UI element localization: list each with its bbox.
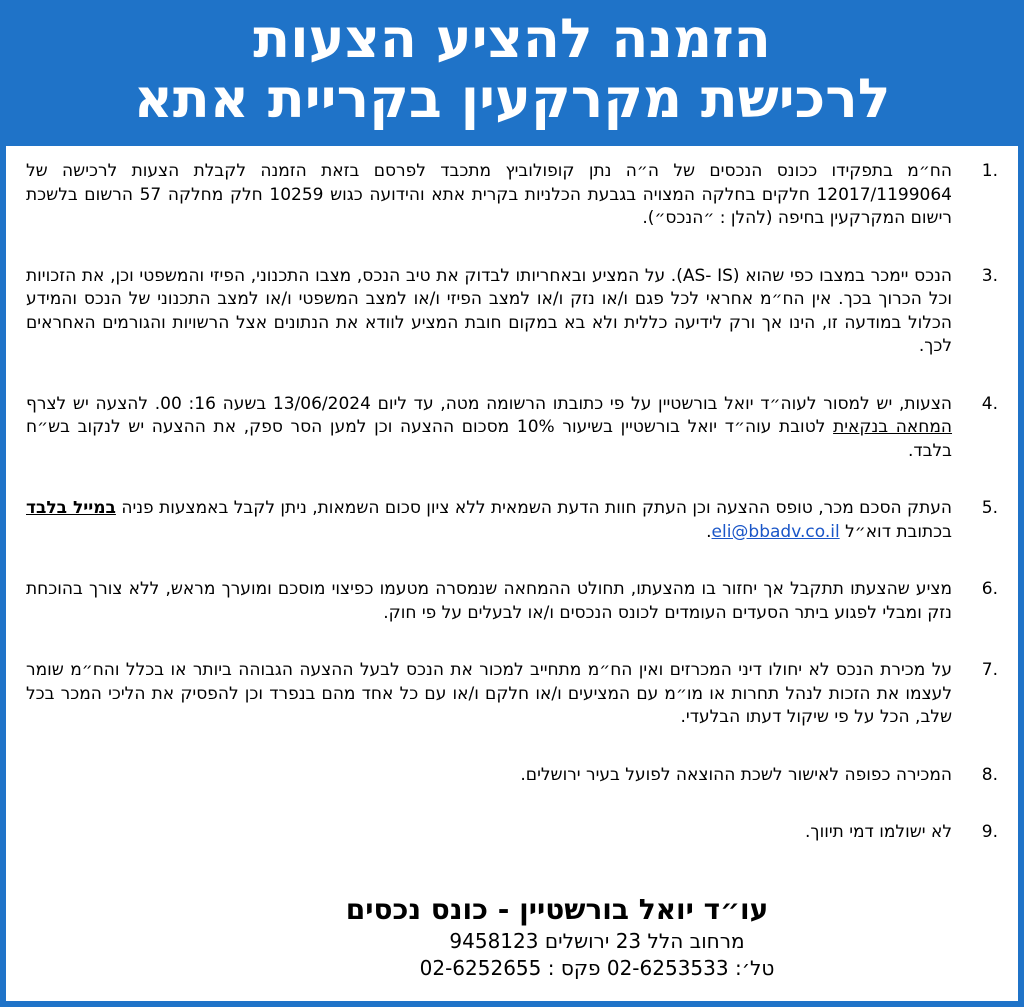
- clause-text: [26, 498, 952, 542]
- clause-text: לא ישולמו דמי תיווך.: [805, 822, 952, 842]
- clause-text: על מכירת הנכס לא יחולו דיני המכרזים ואין הח״מ מתחייב למכור את הנכס לבעל ההצעה הגבוהה ביותר או בכלל והח״מ שומר לעצמו את הזכות לנהל תחרות או מו״מ עם המציעים ו/או חלקם ו/או עם כל אחד מהם בנפרד וכן להפסיק את הליכי המכר בכל שלב, הכל על פי שיקול דעתו הבלעדי.: [26, 660, 952, 727]
- clause-text-part: העתק הסכם מכר, טופס ההצעה וכן העתק חוות הדעת השמאית ללא ציון סכום השמאות, ניתן לקבל באמצעות פניה: [115, 498, 952, 518]
- clause-number: .4: [981, 393, 998, 414]
- clause-text: המכירה כפופה לאישור לשכת ההוצאה לפועל בעיר ירושלים.: [520, 764, 952, 785]
- clause-text-part: בכתובת דוא״ל: [839, 521, 952, 542]
- clause-number: .9: [981, 822, 998, 842]
- clause-text-part: לטובת עוה״ד יואל בורשטיין בשיעור 10% מסכום ההצעה וכן למען הסר ספק, את ההצעה יש לנקוב בש״ח בלבד.: [26, 417, 952, 461]
- clause-6: [26, 578, 998, 625]
- clause-text: מציע שהצעתו תתקבל אך יחזור בו מהצעתו, תחולט ההמחאה שנמסרה מטעמו כפיצוי מוסכם ומוערך מראש, ללא צורך בהוכחת נזק ומבלי לפגוע ביתר הסעדים העומדים לכונס הנכסים ו/או לבעלים על פי חוק.: [26, 579, 952, 623]
- clause-text: הנכס יימכר במצבו כפי שהוא (AS- IS). על המציע ובאחריותו לבדוק את טיב הנכס, מצבו התכנוני, הפיזי והמשפטי וכן, את הזכויות וכל הכרוך בכך. אין הח״מ אחראי לכל פגם ו/או נזק ו/או למצב הפיזי ו/או למצב המשפטי ו/או למצב התכנוני של הנכס והמידע הכלול במודעה זו, הינו אך ורק לידיעה כללית ולא בא במקום חובת המציע לוודא את הנתונים אצל הרשויות והגורמים האחראים לכך.: [26, 265, 953, 356]
- clause-9: [26, 821, 998, 845]
- ad-body: [26, 160, 998, 845]
- header-title-line-2: לרכישת מקרקעין בקריית אתא: [133, 67, 891, 130]
- clause-7: [26, 659, 998, 730]
- clause-text: הח״מ בתפקידו ככונס הנכסים של ה״ה נתן קופולוביץ מתכבד לפרסם בזאת הזמנה לקבלת הצעות לרכישה של 12017/1199064 חלקים בחלקה המצויה בגבעת הכלניות בקרית אתא והידועה כגוש 10259 חלק מחלקה 57 הרשום בלשכת רישום המקרקעין בחיפה (להלן : ״הנכס״).: [26, 161, 952, 228]
- clause-8: [26, 764, 998, 788]
- signature-name: עו״ד יואל בורשטיין - כונס נכסים: [345, 893, 769, 926]
- clause-1: [26, 160, 998, 231]
- clause-number: .3: [981, 265, 998, 286]
- email-only-bold: במייל בלבד: [26, 498, 116, 518]
- clause-3: [26, 265, 998, 359]
- clause-text: [26, 394, 952, 461]
- clause-number: .8: [981, 764, 998, 785]
- clause-number: .6: [981, 579, 998, 599]
- clause-number: .7: [981, 660, 998, 680]
- signature-block: [0, 892, 1024, 982]
- signature-address: מרחוב הלל 23 ירושלים 9458123: [449, 929, 745, 953]
- clause-5: [26, 497, 998, 544]
- clause-number: .5: [981, 498, 998, 518]
- clause-4: [26, 393, 998, 464]
- email-link[interactable]: eli@bbadv.co.il: [711, 521, 840, 542]
- bank-check-underlined: המחאה בנקאית: [833, 417, 953, 437]
- header-title-line-1: הזמנה להציע הצעות: [253, 7, 771, 70]
- clause-text-part: .: [706, 521, 712, 542]
- ad-header: [0, 0, 1024, 146]
- signature-phones: טל׳: 02-6253533 פקס : 02-6252655: [419, 956, 775, 980]
- clause-number: .1: [981, 161, 998, 181]
- clause-text-part: הצעות, יש למסור לעוה״ד יואל בורשטיין על פי כתובתו הרשומה מטה, עד ליום 13/06/2024 בשעה 16: 00. להצעה יש לצרף: [26, 393, 953, 414]
